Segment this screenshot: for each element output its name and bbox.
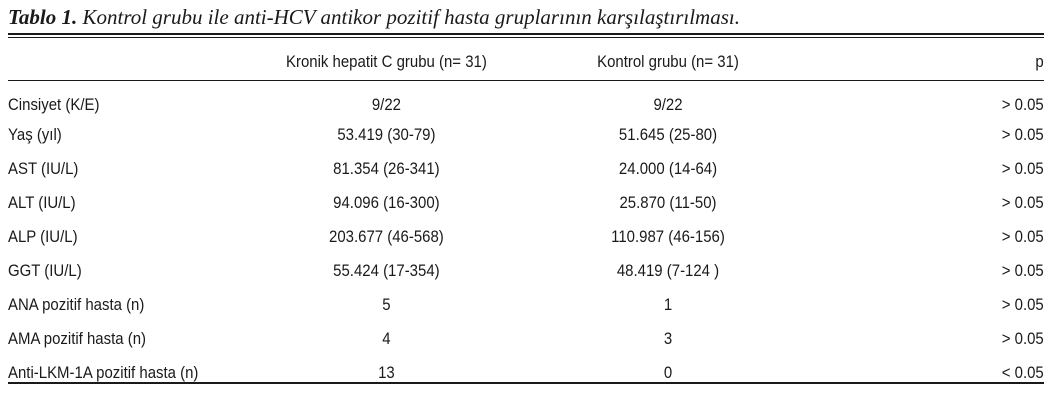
- table-row: [8, 288, 1044, 322]
- header-cell-p: p: [1035, 51, 1044, 71]
- header-cell-label: [8, 43, 272, 84]
- row-control-value: 24.000 (14-64): [618, 159, 718, 178]
- row-hepatitis-value: 5: [382, 295, 391, 314]
- row-label: AST (IU/L): [8, 159, 79, 178]
- row-hepatitis-value: 9/22: [371, 95, 401, 114]
- row-control-value: 1: [663, 295, 673, 314]
- table-row: [8, 118, 1044, 152]
- row-label: ALP (IU/L): [8, 227, 78, 246]
- top-rule: [8, 33, 1044, 35]
- row-p-value: > 0.05: [1001, 95, 1044, 114]
- row-hepatitis-value: 203.677 (46-568): [329, 227, 444, 246]
- table-row: [8, 356, 1044, 390]
- row-p-value: > 0.05: [1001, 295, 1044, 314]
- row-control-value: 48.419 (7-124 ): [616, 261, 720, 280]
- top-rule-thin: [8, 37, 1044, 38]
- header-cell-control-group: Kontrol grubu (n= 31): [597, 51, 739, 71]
- row-label: AMA pozitif hasta (n): [8, 329, 147, 348]
- table-body: [8, 84, 1044, 390]
- row-control-value: 25.870 (11-50): [619, 193, 717, 212]
- row-label: GGT (IU/L): [8, 261, 82, 280]
- row-p-value: > 0.05: [1001, 159, 1044, 178]
- caption-label: Tablo 1.: [8, 5, 78, 29]
- row-label: ANA pozitif hasta (n): [8, 295, 145, 314]
- row-label: Yaş (yıl): [8, 125, 62, 144]
- table-row: [8, 220, 1044, 254]
- row-control-value: 110.987 (46-156): [611, 227, 725, 246]
- row-hepatitis-value: 55.424 (17-354): [333, 261, 440, 280]
- row-label: ALT (IU/L): [8, 193, 76, 212]
- comparison-table: [8, 43, 1044, 390]
- row-control-value: 51.645 (25-80): [618, 125, 718, 144]
- table-row: [8, 322, 1044, 356]
- row-p-value: > 0.05: [1001, 329, 1044, 348]
- row-control-value: 3: [663, 329, 673, 348]
- header-cell-hepatitis-group: Kronik hepatit C grubu (n= 31): [285, 51, 487, 71]
- row-hepatitis-value: 94.096 (16-300): [333, 193, 440, 212]
- row-control-value: 0: [663, 363, 673, 382]
- row-hepatitis-value: 81.354 (26-341): [333, 159, 440, 178]
- header-row: [8, 43, 1044, 84]
- table-row: [8, 186, 1044, 220]
- row-hepatitis-value: 53.419 (30-79): [337, 125, 436, 144]
- caption-text: Kontrol grubu ile anti-HCV antikor pozitif hasta gruplarının karşılaştırılması.: [77, 5, 740, 29]
- row-control-value: 9/22: [653, 95, 683, 114]
- row-p-value: < 0.05: [1001, 363, 1044, 382]
- table-row: [8, 254, 1044, 288]
- table-row: [8, 84, 1044, 118]
- row-p-value: > 0.05: [1001, 125, 1044, 144]
- row-p-value: > 0.05: [1001, 261, 1044, 280]
- row-hepatitis-value: 4: [382, 329, 391, 348]
- table-row: [8, 152, 1044, 186]
- row-label: Anti-LKM-1A pozitif hasta (n): [8, 363, 199, 382]
- row-hepatitis-value: 13: [378, 363, 395, 382]
- table-caption: [8, 4, 740, 30]
- row-p-value: > 0.05: [1001, 227, 1044, 246]
- row-label: Cinsiyet (K/E): [8, 95, 100, 114]
- row-p-value: > 0.05: [1001, 193, 1044, 212]
